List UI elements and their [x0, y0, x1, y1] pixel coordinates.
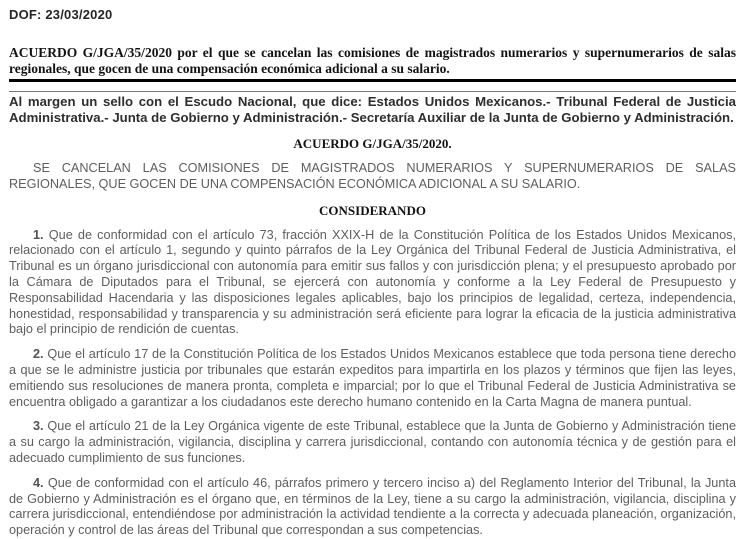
paragraph-number: 4.	[33, 475, 44, 490]
considerando-heading: CONSIDERANDO	[319, 202, 426, 218]
acuerdo-heading: ACUERDO G/JGA/35/2020.	[293, 136, 452, 151]
summary-paragraph: SE CANCELAN LAS COMISIONES DE MAGISTRADOS NUMERARIOS Y SUPERNUMERARIOS DE SALAS REGIONALES, QUE GOCEN DE UNA COMPENSACIÓN ECONÓMICA ADICIONAL A SU SALARIO.	[9, 161, 736, 191]
paragraph-number: 3.	[33, 419, 44, 434]
paragraph-number: 2.	[33, 347, 44, 362]
margin-note-paragraph: Al margen un sello con el Escudo Nacional, que dice: Estados Unidos Mexicanos.- Tribunal Federal de Justicia Administrativa.- Junta de Gobierno y Administración.- Secretaría Auxiliar de la Junta de Gobierno y Administración.	[9, 94, 736, 125]
paragraph-text: Que de conformidad con el artículo 46, párrafos primero y tercero inciso a) del Reglamento Interior del Tribunal, la Junta de Gobierno y Administración es el órgano que, en términos de la Ley, tiene a su cargo la administración, vigilancia, disciplina y carrera jurisdiccional, entendiéndose por administración la actividad tendiente a la correcta y adecuada planeación, organización, operación y control de las áreas del Tribunal que correspondan a sus competencias.	[9, 475, 736, 538]
paragraph-text: Que el artículo 17 de la Constitución Política de los Estados Unidos Mexicanos establece que toda persona tiene derecho a que se le administre justicia por tribunales que estarán expeditos para impartirla en los plazos y términos que fijen las leyes, emitiendo sus resoluciones de manera pronta, completa e imparcial; por lo que el Tribunal Federal de Justicia Administrativa se encuentra obligado a garantizar a los ciudadanos este derecho humano contenido en la Carta Magna de manera puntual.	[9, 347, 736, 409]
document-title-block	[9, 45, 736, 82]
considerando-paragraph-4	[9, 476, 736, 539]
considerando-paragraph-2	[9, 347, 736, 410]
considerando-paragraphs	[9, 228, 736, 539]
paragraph-text: Que el artículo 21 de la Ley Orgánica vigente de este Tribunal, establece que la Junta de Gobierno y Administración tiene a su cargo la administración, vigilancia, disciplina y carrera jurisdiccional, contando con autonomía técnica y de gestión para el adecuado cumplimiento de sus funciones.	[9, 419, 736, 465]
dof-date: DOF: 23/03/2020	[9, 7, 113, 22]
considerando-paragraph-1	[9, 228, 736, 339]
paragraph-number: 1.	[33, 227, 44, 242]
paragraph-text: Que de conformidad con el artículo 73, fracción XXIX-H de la Constitución Política de los Estados Unidos Mexicanos, relacionado con el artículo 1, segundo y quinto párrafos de la Ley Orgánica del Tribunal Federal de Justicia Administrativa, el Tribunal es un órgano jurisdiccional con autonomía para emitir sus fallos y con jurisdicción plena; y el presupuesto aprobado por la Cámara de Diputados para el Tribunal, se ejercerá con autonomía y conforme a la Ley Federal de Presupuesto y Responsabilidad Hacendaria y las disposiciones legales aplicables, bajo los principios de legalidad, certeza, independencia, honestidad, responsabilidad y transparencia y su administración será eficiente para lograr la eficacia de la justicia administrativa bajo el principio de rendición de cuentas.	[9, 227, 736, 337]
horizontal-rule	[9, 91, 736, 92]
considerando-paragraph-3	[9, 419, 736, 466]
document-title: ACUERDO G/JGA/35/2020 por el que se cancelan las comisiones de magistrados numerarios y supernumerarios de salas regionales, que gocen de una compensación económica adicional a su salario.	[9, 45, 736, 76]
